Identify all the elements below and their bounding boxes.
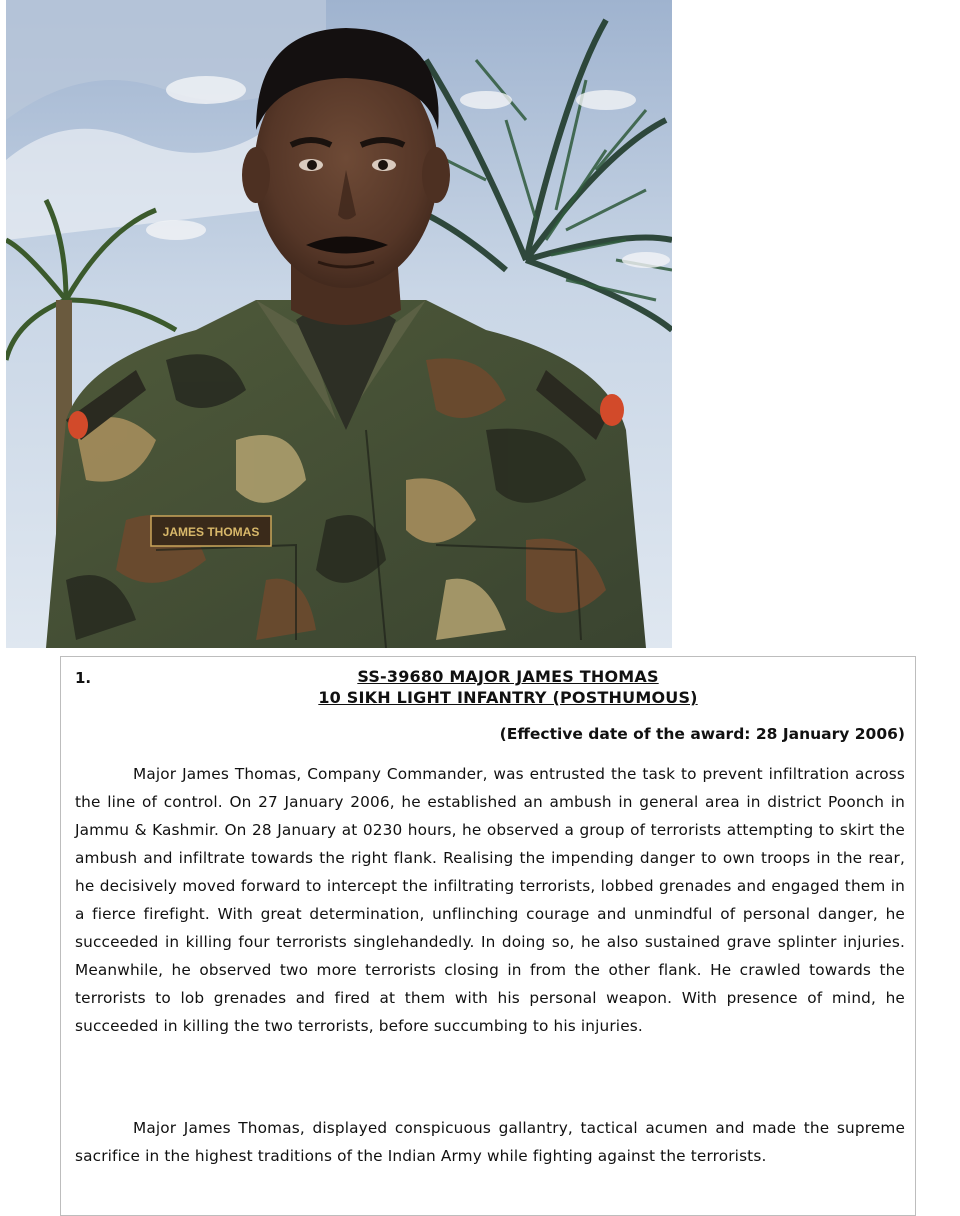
citation-heading-name: SS-39680 MAJOR JAMES THOMAS [357,667,659,686]
name-tag-text: JAMES THOMAS [162,525,260,539]
effective-date-value: 28 January 2006 [755,725,898,743]
portrait-photo [6,0,672,648]
portrait-illustration [6,0,672,648]
citation-paragraph-2: Major James Thomas, displayed conspicuous gallantry, tactical acumen and made the supreme sacrifice in the highest traditions of the Indian Army while fighting against the terrorists. [75,1119,905,1165]
citation-paragraph-1: Major James Thomas, Company Commander, was entrusted the task to prevent infiltration across the line of control. On 27 January 2006, he established an ambush in general area in district Poonch in Jammu & Kashmir. On 28 January at 0230 hours, he observed a group of terrorists attempting to skirt the ambush and infiltrate towards the right flank. Realising the impending danger to own troops in the rear, he decisively moved forward to intercept the infiltrating terrorists, lobbed grenades and engaged them in a fierce firefight. With great determination, unflinching courage and unmindful of personal danger, he succeeded in killing four terrorists singlehandedly. In doing so, he also sustained grave splinter injuries. Meanwhile, he observed two more terrorists closing in from the other flank. He crawled towards the terrorists to lob grenades and fired at them with his personal weapon. With presence of mind, he succeeded in killing the two terrorists, before succumbing to his injuries. [75,765,905,1035]
citation-document [60,656,916,1216]
citation-serial: 1. [75,669,92,687]
effective-date-line [500,725,905,743]
effective-date-suffix: ) [897,725,905,743]
citation-heading-unit: 10 SIKH LIGHT INFANTRY (POSTHUMOUS) [318,688,698,707]
effective-date-prefix: (Effective date of the award: [499,725,756,743]
